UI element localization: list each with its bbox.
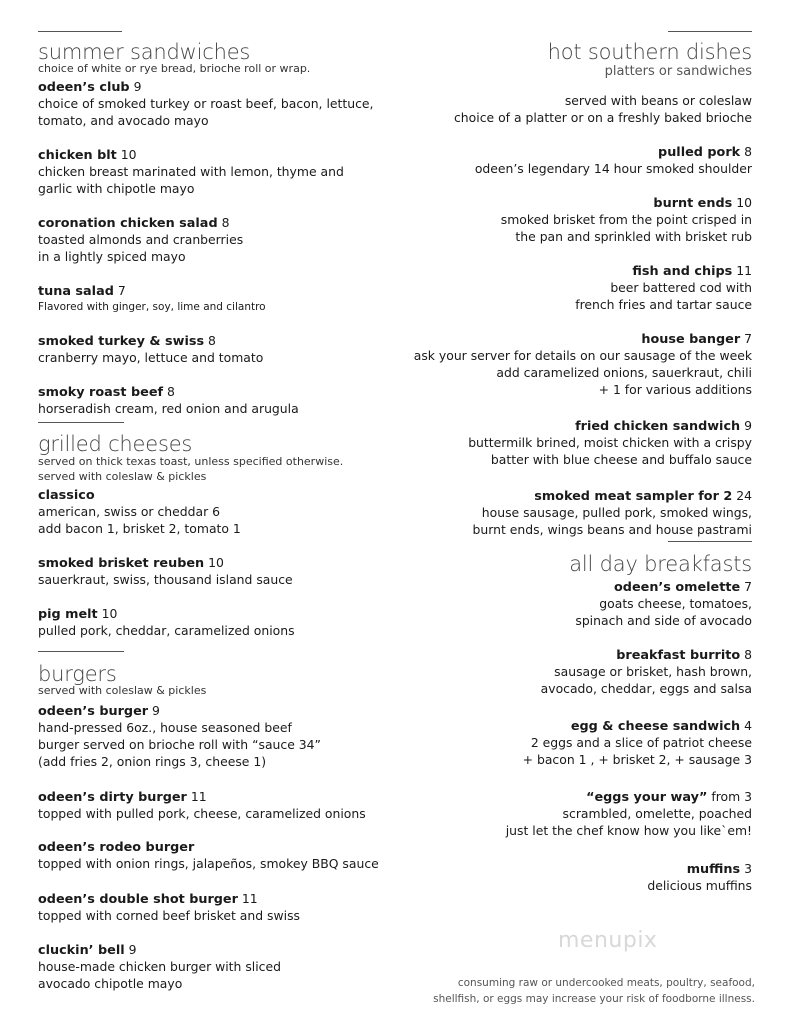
menu-item-price: 4 xyxy=(744,718,752,733)
menu-item-title xyxy=(616,646,752,663)
menu-item-name: burnt ends xyxy=(653,196,733,211)
menu-item-name: fish and chips xyxy=(632,264,733,279)
menu-item-name: egg & cheese sandwich xyxy=(570,719,741,734)
menu-item-title xyxy=(38,282,126,299)
menu-item-title xyxy=(38,146,136,163)
section-subtitle: choice of white or rye bread, brioche roll or wrap. xyxy=(38,62,311,75)
menu-item-description: (add fries 2, onion rings 3, cheese 1) xyxy=(38,754,267,769)
menu-item-description: house sausage, pulled pork, smoked wings, xyxy=(481,505,752,520)
food-safety-notice xyxy=(433,975,755,1007)
menu-item-description: just let the chef know how you like`em! xyxy=(505,823,752,838)
menu-item-name: muffins xyxy=(686,862,741,877)
menu-item-name: smoky roast beef xyxy=(38,385,164,400)
section-heading: grilled cheeses xyxy=(38,432,193,456)
menu-item-name: breakfast burrito xyxy=(616,648,741,663)
menu-item-title xyxy=(38,838,194,855)
menu-item-price: 3 xyxy=(744,861,752,876)
menu-item-price: 9 xyxy=(152,703,160,718)
menu-item-description: sausage or brisket, hash brown, xyxy=(554,664,752,679)
menu-item-description: tomato, and avocado mayo xyxy=(38,113,209,128)
menu-item-title xyxy=(38,332,216,349)
menu-item-price: 10 xyxy=(120,147,137,162)
menu-item-description: batter with blue cheese and buffalo sauce xyxy=(490,452,752,467)
section-subtitle: served on thick texas toast, unless specified otherwise. xyxy=(38,455,344,468)
menu-item-title xyxy=(38,702,160,719)
menu-item-price: 8 xyxy=(167,384,175,399)
menu-item-description: american, swiss or cheddar 6 xyxy=(38,504,220,519)
menu-item-title xyxy=(38,214,229,231)
menu-item-title xyxy=(575,417,752,434)
menu-item-title xyxy=(38,890,258,907)
menu-item-description: add caramelized onions, sauerkraut, chili xyxy=(496,365,752,380)
menu-item-description: the pan and sprinkled with brisket rub xyxy=(515,229,752,244)
menu-item-price: 8 xyxy=(221,215,230,230)
menu-item-description: + 1 for various additions xyxy=(598,382,752,397)
menu-item-title xyxy=(632,262,752,279)
menu-item-price: 9 xyxy=(133,79,142,94)
menupix-watermark: menupix xyxy=(558,928,658,953)
menu-item-price: 8 xyxy=(208,333,216,348)
menu-item-title xyxy=(586,788,752,805)
menu-item-price: 7 xyxy=(744,331,752,346)
menu-item-name: smoked turkey & swiss xyxy=(38,334,205,349)
menu-item-name: coronation chicken salad xyxy=(38,216,218,231)
menu-item-description: sauerkraut, swiss, thousand island sauce xyxy=(38,572,293,587)
section-intro: served with beans or coleslaw xyxy=(564,93,752,108)
menu-item-price: 7 xyxy=(117,283,126,298)
footer-line: shellfish, or eggs may increase your risk of foodborne illness. xyxy=(433,993,755,1005)
menu-item-description: cranberry mayo, lettuce and tomato xyxy=(38,350,264,365)
section-divider xyxy=(38,422,124,423)
menu-item-description: topped with pulled pork, cheese, caramelized onions xyxy=(38,806,366,821)
menu-item-name: tuna salad xyxy=(38,284,114,299)
section-heading: hot southern dishes xyxy=(547,40,752,64)
menu-item-description: topped with onion rings, jalapeños, smokey BBQ sauce xyxy=(38,856,379,871)
menu-item-title xyxy=(687,860,752,877)
menu-item-name: pulled pork xyxy=(658,145,741,160)
menu-item-name: house banger xyxy=(641,332,741,347)
menu-item-title xyxy=(653,194,752,211)
menu-item-description: hand-pressed 6oz., house seasoned beef xyxy=(38,720,292,735)
footer-line: consuming raw or undercooked meats, poultry, seafood, xyxy=(457,977,755,989)
menu-item-description: in a lightly spiced mayo xyxy=(38,249,186,264)
menu-item-price: 11 xyxy=(241,891,258,906)
menu-item-description: horseradish cream, red onion and arugula xyxy=(38,401,299,416)
section-heading: all day breakfasts xyxy=(569,552,752,576)
section-divider xyxy=(668,541,752,542)
menu-item-title xyxy=(38,486,95,503)
menu-item-description: garlic with chipotle mayo xyxy=(38,181,195,196)
menu-item-description: pulled pork, cheddar, caramelized onions xyxy=(38,623,295,638)
section-subtitle: served with coleslaw & pickles xyxy=(38,684,207,697)
menu-item-name: odeen’s rodeo burger xyxy=(38,840,195,855)
menu-item-description: Flavored with ginger, soy, lime and cilantro xyxy=(38,301,266,313)
menu-item-description: toasted almonds and cranberries xyxy=(38,232,244,247)
menu-item-title xyxy=(38,78,141,95)
menu-item-name: odeen’s dirty burger xyxy=(38,790,187,805)
menu-item-price: 24 xyxy=(736,488,752,503)
menu-item-description: add bacon 1, brisket 2, tomato 1 xyxy=(38,521,241,536)
menu-item-name: fried chicken sandwich xyxy=(575,419,741,434)
menu-item-description: spinach and side of avocado xyxy=(575,613,752,628)
section-divider xyxy=(668,31,752,32)
menu-item-description: avocado chipotle mayo xyxy=(38,976,183,991)
menu-item-name: pig melt xyxy=(38,607,98,622)
menu-item-description: avocado, cheddar, eggs and salsa xyxy=(540,681,752,696)
section-divider xyxy=(38,31,122,32)
menu-item-description: scrambled, omelette, poached xyxy=(562,806,752,821)
menu-item-title xyxy=(38,383,175,400)
menu-item-title xyxy=(38,605,117,622)
section-intro: choice of a platter or on a freshly baked brioche xyxy=(454,110,752,125)
menu-item-price: from 3 xyxy=(711,789,752,804)
menu-item-price: 10 xyxy=(101,606,118,621)
menu-item-title xyxy=(38,941,136,958)
menu-item-description: odeen’s legendary 14 hour smoked shoulder xyxy=(474,161,752,176)
menu-item-description: + bacon 1 , + brisket 2, + sausage 3 xyxy=(522,752,752,767)
menu-item-name: odeen’s omelette xyxy=(614,580,741,595)
section-heading: summer sandwiches xyxy=(38,40,251,64)
menu-item-name: classico xyxy=(38,488,95,503)
menu-item-description: buttermilk brined, moist chicken with a crispy xyxy=(468,435,752,450)
menu-item-price: 7 xyxy=(744,579,752,594)
menu-item-price: 10 xyxy=(208,555,224,570)
menu-item-title xyxy=(614,578,752,595)
menu-item-description: house-made chicken burger with sliced xyxy=(38,959,281,974)
section-divider xyxy=(38,651,124,652)
menu-item-title xyxy=(571,717,752,734)
menu-item-title xyxy=(38,554,224,571)
menu-item-description: beer battered cod with xyxy=(610,280,752,295)
menu-item-description: choice of smoked turkey or roast beef, bacon, lettuce, xyxy=(38,96,374,111)
menu-item-name: odeen’s burger xyxy=(38,704,149,719)
menu-item-price: 8 xyxy=(744,647,752,662)
menu-item-title xyxy=(641,330,752,347)
menu-item-description: 2 eggs and a slice of patriot cheese xyxy=(530,735,752,750)
menu-item-price: 11 xyxy=(190,789,207,804)
menu-item-name: odeen’s club xyxy=(38,80,130,95)
menu-item-name: cluckin’ bell xyxy=(38,943,125,958)
menu-item-title xyxy=(38,788,207,805)
menu-item-name: chicken blt xyxy=(38,148,117,163)
menu-item-description: chicken breast marinated with lemon, thyme and xyxy=(38,164,344,179)
menu-item-name: odeen’s double shot burger xyxy=(38,892,238,907)
menu-item-price: 9 xyxy=(744,418,752,433)
menu-item-title xyxy=(534,487,752,504)
menu-item-description: burnt ends, wings beans and house pastrami xyxy=(472,522,752,537)
section-subtitle: served with coleslaw & pickles xyxy=(38,470,207,483)
menu-item-name: smoked meat sampler for 2 xyxy=(534,489,733,504)
section-subtitle: platters or sandwiches xyxy=(604,64,752,79)
menu-item-description: delicious muffins xyxy=(647,878,752,893)
menu-item-name: “eggs your way” xyxy=(586,790,708,805)
menu-item-price: 10 xyxy=(736,195,752,210)
menu-item-description: ask your server for details on our sausage of the week xyxy=(413,348,752,363)
menu-item-description: burger served on brioche roll with “sauce 34” xyxy=(38,737,321,752)
menu-item-description: topped with corned beef brisket and swiss xyxy=(38,908,300,923)
menu-item-name: smoked brisket reuben xyxy=(38,556,205,571)
menu-item-description: smoked brisket from the point crisped in xyxy=(500,212,752,227)
section-heading: burgers xyxy=(38,662,117,686)
menu-item-price: 9 xyxy=(128,942,137,957)
menu-item-price: 11 xyxy=(736,263,752,278)
menu-item-title xyxy=(658,143,752,160)
menu-item-price: 8 xyxy=(744,144,752,159)
menu-item-description: goats cheese, tomatoes, xyxy=(599,596,752,611)
menu-item-description: french fries and tartar sauce xyxy=(575,297,752,312)
